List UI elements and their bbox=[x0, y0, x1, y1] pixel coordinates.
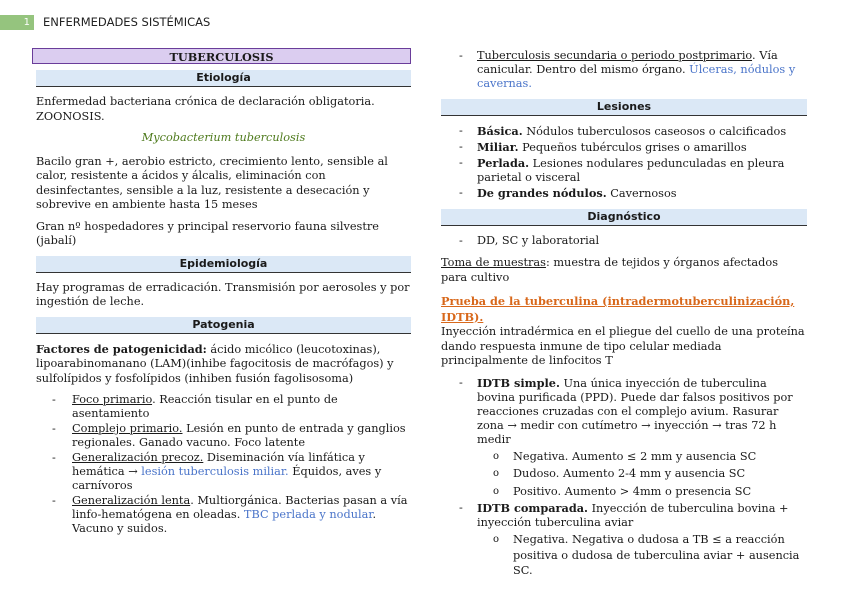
list-item-highlight: TBC perlada y nodular bbox=[243, 508, 373, 521]
list-item-text: Lesión en punto de entrada y ganglios regionales. Ganado vacuno. Foco latente bbox=[72, 422, 406, 449]
result-text: Negativa. Negativa o dudosa a TB ≤ a reacción positiva o dudosa de tuberculina aviar + ausencia SC. bbox=[513, 533, 800, 577]
factores-label: Factores de patogenicidad: bbox=[36, 341, 207, 356]
prueba-tuberculina-title: Prueba de la tuberculina (intradermotuberculinización, IDTB). bbox=[441, 294, 795, 324]
secundaria-list bbox=[441, 49, 807, 91]
chapter-title: ENFERMEDADES SISTÉMICAS bbox=[43, 15, 211, 29]
list-item-text: . Multiorgánica. Bacterias pasan a vía linfo-hematógena en oleadas. bbox=[72, 494, 408, 521]
result-text: Negativa. Aumento ≤ 2 mm y ausencia SC bbox=[513, 449, 757, 463]
list-item-bold: Perlada. bbox=[477, 156, 530, 170]
list-item-term: Generalización lenta bbox=[72, 494, 191, 507]
section-heading-lesiones: Lesiones bbox=[441, 99, 807, 116]
list-item: - Miliar. Pequeños tubérculos grises o amarillos bbox=[459, 140, 747, 154]
list-item-tail: Équidos, aves y carnívoros bbox=[72, 465, 382, 492]
toma-muestras-text: : muestra de tejidos y órganos afectados para cultivo bbox=[441, 256, 778, 284]
epidemiologia-paragraph: Hay programas de erradicación. Transmisión por aerosoles y por ingestión de leche. bbox=[36, 280, 410, 308]
prueba-tuberculina-paragraph bbox=[441, 294, 807, 369]
list-item-bold: De grandes nódulos. bbox=[477, 186, 607, 200]
left-column bbox=[32, 48, 411, 540]
factores-text: ácido micólico (leucotoxinas), lipoarabinomanano (LAM)(inhibe fagocitosis de macrófagos) y sulfolípidos y fosfolípidos (inhiben fusión fagolisosoma) bbox=[36, 342, 394, 385]
list-item: o Negativa. Negativa o dudosa a TB ≤ a reacción positiva o dudosa de tuberculina aviar + ausencia SC. bbox=[493, 533, 800, 577]
list-item-bold: Básica. bbox=[477, 124, 523, 138]
simple-results-list bbox=[477, 449, 807, 500]
list-item: - Complejo primario. Lesión en punto de entrada y ganglios regionales. Ganado vacuno. Foco latente bbox=[52, 422, 406, 449]
list-item-tail: . Vacuno y suidos. bbox=[72, 508, 377, 535]
list-item: o Positivo. Aumento > 4mm o presencia SC bbox=[493, 484, 752, 498]
page-number: 1 bbox=[0, 15, 34, 30]
list-item-highlight: lesión tuberculosis miliar. bbox=[141, 465, 289, 478]
list-item: - Perlada. Lesiones nodulares pedunculadas en pleura parietal o visceral bbox=[459, 156, 785, 184]
species-name: Mycobacterium tuberculosis bbox=[141, 131, 306, 144]
etiologia-paragraph-2: Bacilo gran +, aerobio estricto, crecimiento lento, sensible al calor, resistente a ácidos y álcalis, eliminación con desinfectantes, sensible a la luz, resistente a desecación y sobrevive en ambiente hasta 15 meses bbox=[36, 154, 388, 211]
lesiones-list bbox=[441, 124, 807, 201]
section-heading-etiologia: Etiología bbox=[36, 70, 411, 87]
idtb-list bbox=[441, 376, 807, 579]
idtb-simple-label: IDTB simple. bbox=[477, 375, 560, 390]
list-item: - Básica. Nódulos tuberculosos caseosos o calcificados bbox=[459, 124, 787, 138]
idtb-comparada-label: IDTB comparada. bbox=[477, 501, 588, 515]
list-item: - Generalización lenta. Multiorgánica. Bacterias pasan a vía linfo-hematógena en oleadas. TBC perlada y nodular. Vacuno y suidos. bbox=[52, 494, 408, 535]
list-item-term: Generalización precoz. bbox=[72, 451, 204, 464]
list-item: - Foco primario. Reacción tisular en el punto de asentamiento bbox=[52, 393, 338, 420]
list-item-text: . Vía canicular. Dentro del mismo órgano. bbox=[477, 49, 778, 76]
diagnostico-list bbox=[441, 234, 807, 248]
result-text: Dudoso. Aumento 2-4 mm y ausencia SC bbox=[513, 467, 746, 480]
list-item: - Generalización precoz. Diseminación vía linfática y hemática → lesión tuberculosis miliar. Équidos, aves y carnívoros bbox=[52, 451, 382, 492]
topic-title: TUBERCULOSIS bbox=[32, 48, 411, 64]
list-item-text: DD, SC y laboratorial bbox=[477, 234, 600, 247]
right-column bbox=[441, 49, 807, 583]
list-item-term: Complejo primario. bbox=[72, 422, 183, 435]
section-heading-diagnostico: Diagnóstico bbox=[441, 209, 807, 226]
list-item-bold: Miliar. bbox=[477, 140, 519, 154]
result-text: Positivo. Aumento > 4mm o presencia SC bbox=[513, 484, 752, 498]
list-item: o Negativa. Aumento ≤ 2 mm y ausencia SC bbox=[493, 449, 757, 463]
list-item-text: Pequeños tubérculos grises o amarillos bbox=[518, 141, 747, 154]
list-item: o Dudoso. Aumento 2-4 mm y ausencia SC bbox=[493, 467, 746, 480]
list-item: - IDTB simple. Una única inyección de tuberculina bovina purificada (PPD). Puede dar falsos positivos por reacciones cruzadas con el complejo avium. Rasurar zona → medir con cutímetro → inyección → tras 72 h medir o Negativa. Aumento ≤ 2 mm y ausencia SC o Dudoso. Aumento 2-4 mm y ausencia SC o Positivo. Aumento > 4mm o presencia SC bbox=[441, 376, 807, 500]
section-heading-epidemiologia: Epidemiología bbox=[36, 256, 411, 273]
list-item-highlight: Úlceras, nódulos y cavernas. bbox=[477, 63, 796, 90]
etiologia-paragraph-3: Gran nº hospedadores y principal reservorio fauna silvestre (jabalí) bbox=[36, 219, 379, 247]
comparada-results-list bbox=[477, 532, 807, 579]
list-item-text: Cavernosos bbox=[606, 187, 677, 200]
list-item: - Tuberculosis secundaria o periodo postprimario. Vía canicular. Dentro del mismo órgano. Úlceras, nódulos y cavernas. bbox=[459, 49, 796, 90]
etiologia-paragraph-1: Enfermedad bacteriana crónica de declaración obligatoria. ZOONOSIS. bbox=[36, 95, 375, 123]
patogenia-list bbox=[32, 393, 411, 536]
section-heading-patogenia: Patogenia bbox=[36, 317, 411, 334]
toma-muestras-paragraph bbox=[441, 256, 807, 285]
list-item: - DD, SC y laboratorial bbox=[459, 234, 600, 247]
list-item: - IDTB comparada. Inyección de tuberculina bovina + inyección tuberculina aviar o Negativa. Negativa o dudosa a TB ≤ a reacción positiva o dudosa de tuberculina aviar + ausencia SC. bbox=[441, 501, 807, 579]
list-item-text: Diseminación vía linfática y hemática → bbox=[72, 451, 365, 478]
prueba-tuberculina-text: Inyección intradérmica en el pliegue del cuello de una proteína dando respuesta inmune de tipo celular mediada principalmente de linfocitos T bbox=[441, 325, 805, 367]
list-item-text: Nódulos tuberculosos caseosos o calcificados bbox=[522, 125, 787, 138]
factores-paragraph bbox=[36, 342, 411, 387]
list-item-term: Tuberculosis secundaria o periodo postprimario bbox=[477, 49, 753, 62]
idtb-simple-text: Una única inyección de tuberculina bovina purificada (PPD). Puede dar falsos positivos por reacciones cruzadas con el complejo avium. Rasurar zona → medir con cutímetro → inyección → tras 72 h medir bbox=[477, 376, 793, 446]
toma-muestras-term: Toma de muestras bbox=[441, 256, 546, 269]
list-item-text: . Reacción tisular en el punto de asentamiento bbox=[72, 393, 338, 420]
list-item-term: Foco primario bbox=[72, 393, 153, 406]
page-header bbox=[0, 15, 848, 31]
list-item: - De grandes nódulos. Cavernosos bbox=[459, 186, 677, 200]
idtb-comparada-text: Inyección de tuberculina bovina + inyección tuberculina aviar bbox=[477, 502, 789, 529]
list-item-text: Lesiones nodulares pedunculadas en pleura parietal o visceral bbox=[477, 157, 785, 184]
